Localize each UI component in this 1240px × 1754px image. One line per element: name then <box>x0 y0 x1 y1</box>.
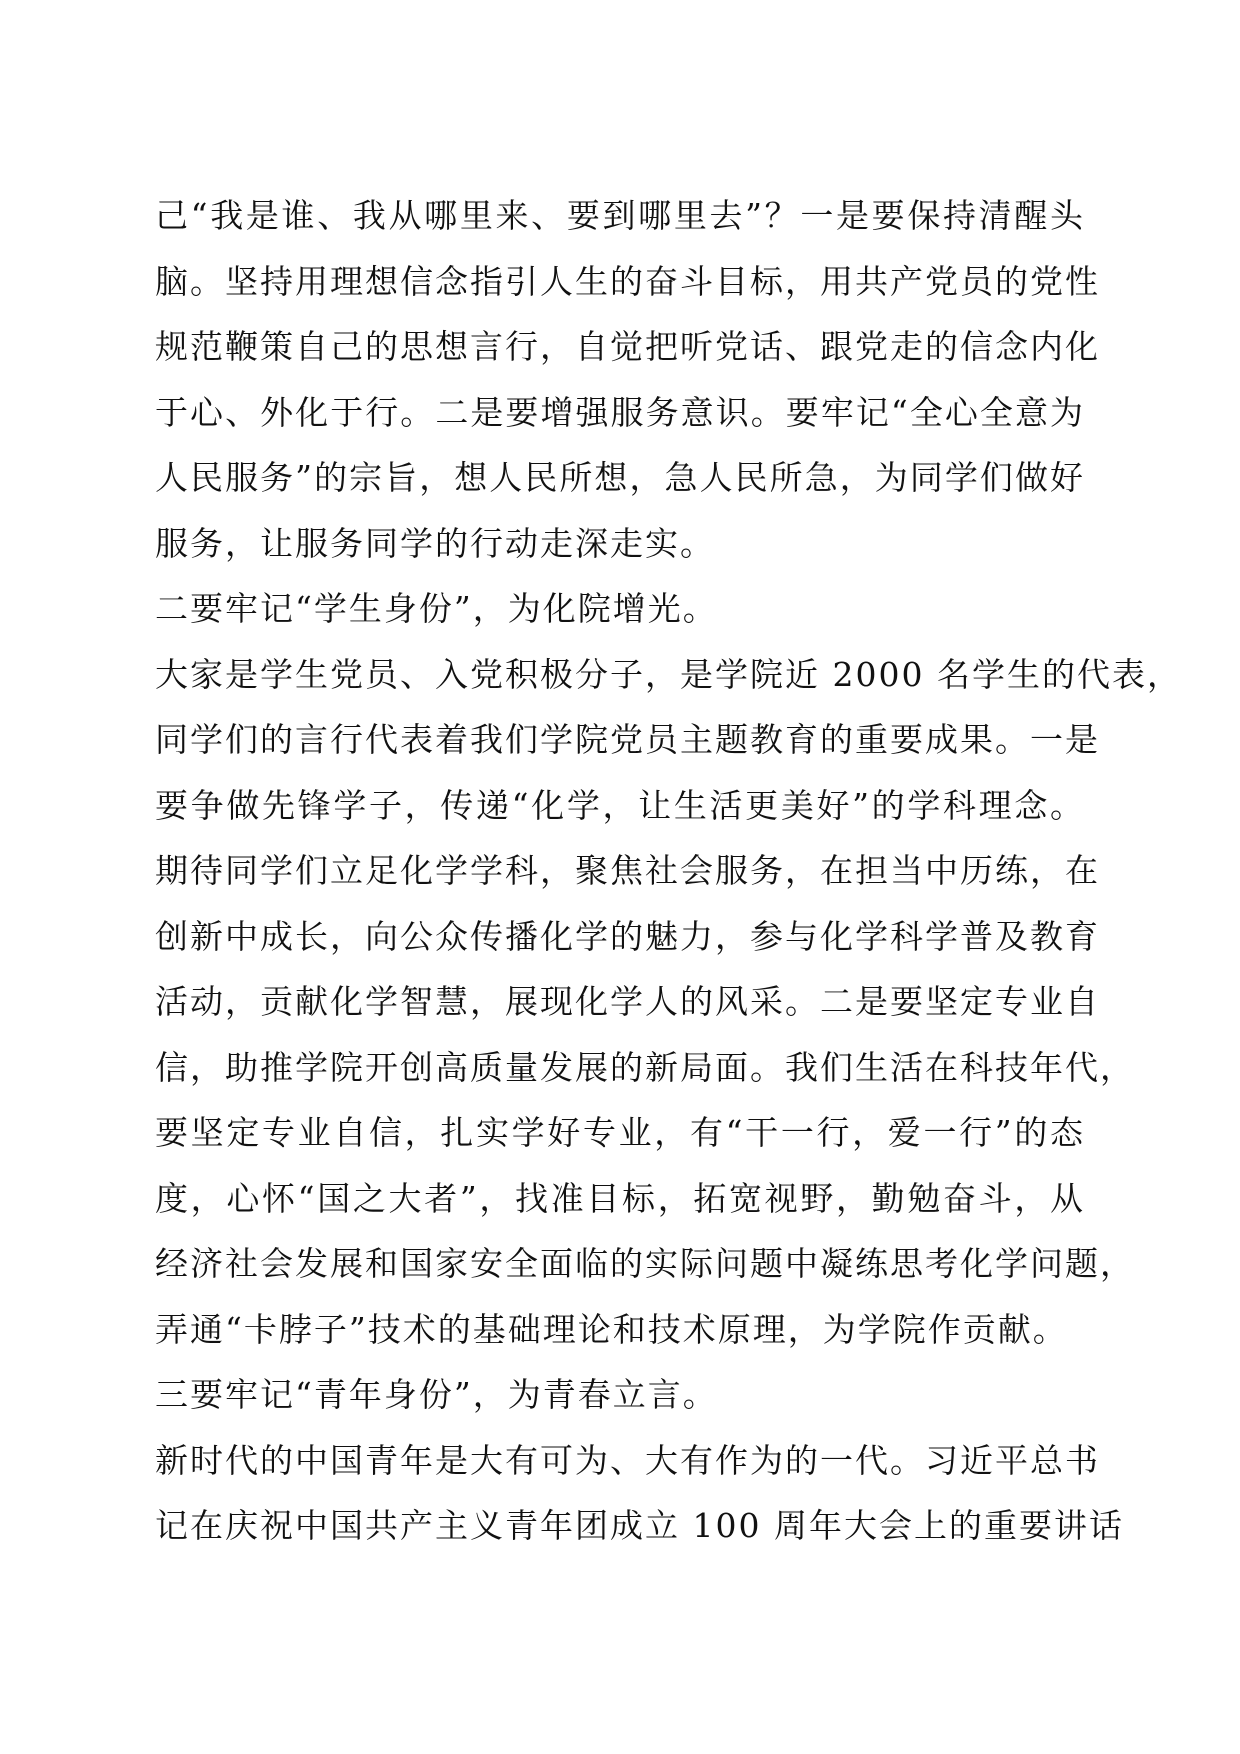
text-line: 服务，让服务同学的行动走深走实。 <box>155 523 715 563</box>
text-line: 创新中成长，向公众传播化学的魅力，参与化学科学普及教育 <box>155 916 1100 956</box>
text-line: 脑。坚持用理想信念指引人生的奋斗目标，用共产党员的党性 <box>155 261 1100 301</box>
body-text <box>155 183 1182 1559</box>
text-line: 要争做先锋学子，传递“化学，让生活更美好”的学科理念。 <box>155 785 1085 825</box>
text-line: 新时代的中国青年是大有可为、大有作为的一代。习近平总书 <box>155 1440 1100 1480</box>
section-heading: 二要牢记“学生身份”，为化院增光。 <box>155 589 718 628</box>
text-line: 要坚定专业自信，扎实学好专业，有“干一行，爱一行”的态 <box>155 1113 1085 1152</box>
section-heading: 三要牢记“青年身份”，为青春立言。 <box>155 1375 718 1414</box>
text-line: 己“我是谁、我从哪里来、要到哪里去”？一是要保持清醒头 <box>155 196 1085 235</box>
text-line: 期待同学们立足化学学科，聚焦社会服务，在担当中历练，在 <box>155 851 1100 890</box>
text-line: 经济社会发展和国家安全面临的实际问题中凝练思考化学问题， <box>155 1244 1135 1283</box>
text-line: 人民服务”的宗旨，想人民所想，急人民所急，为同学们做好 <box>155 458 1085 497</box>
text-line: 度，心怀“国之大者”，找准目标，拓宽视野，勤勉奋斗，从 <box>155 1178 1085 1218</box>
text-line: 同学们的言行代表着我们学院党员主题教育的重要成果。一是 <box>155 720 1100 759</box>
text-line: 于心、外化于行。二是要增强服务意识。要牢记“全心全意为 <box>155 392 1085 432</box>
text-line: 活动，贡献化学智慧，展现化学人的风采。二是要坚定专业自 <box>155 982 1100 1021</box>
text-line: 规范鞭策自己的思想言行，自觉把听党话、跟党走的信念内化 <box>155 327 1100 366</box>
text-line: 记在庆祝中国共产主义青年团成立 100 周年大会上的重要讲话 <box>155 1506 1124 1545</box>
text-line: 弄通“卡脖子”技术的基础理论和技术原理，为学院作贡献。 <box>155 1309 1068 1349</box>
text-line: 信，助推学院开创高质量发展的新局面。我们生活在科技年代， <box>155 1047 1135 1087</box>
text-line: 大家是学生党员、入党积极分子，是学院近 2000 名学生的代表， <box>155 654 1182 694</box>
